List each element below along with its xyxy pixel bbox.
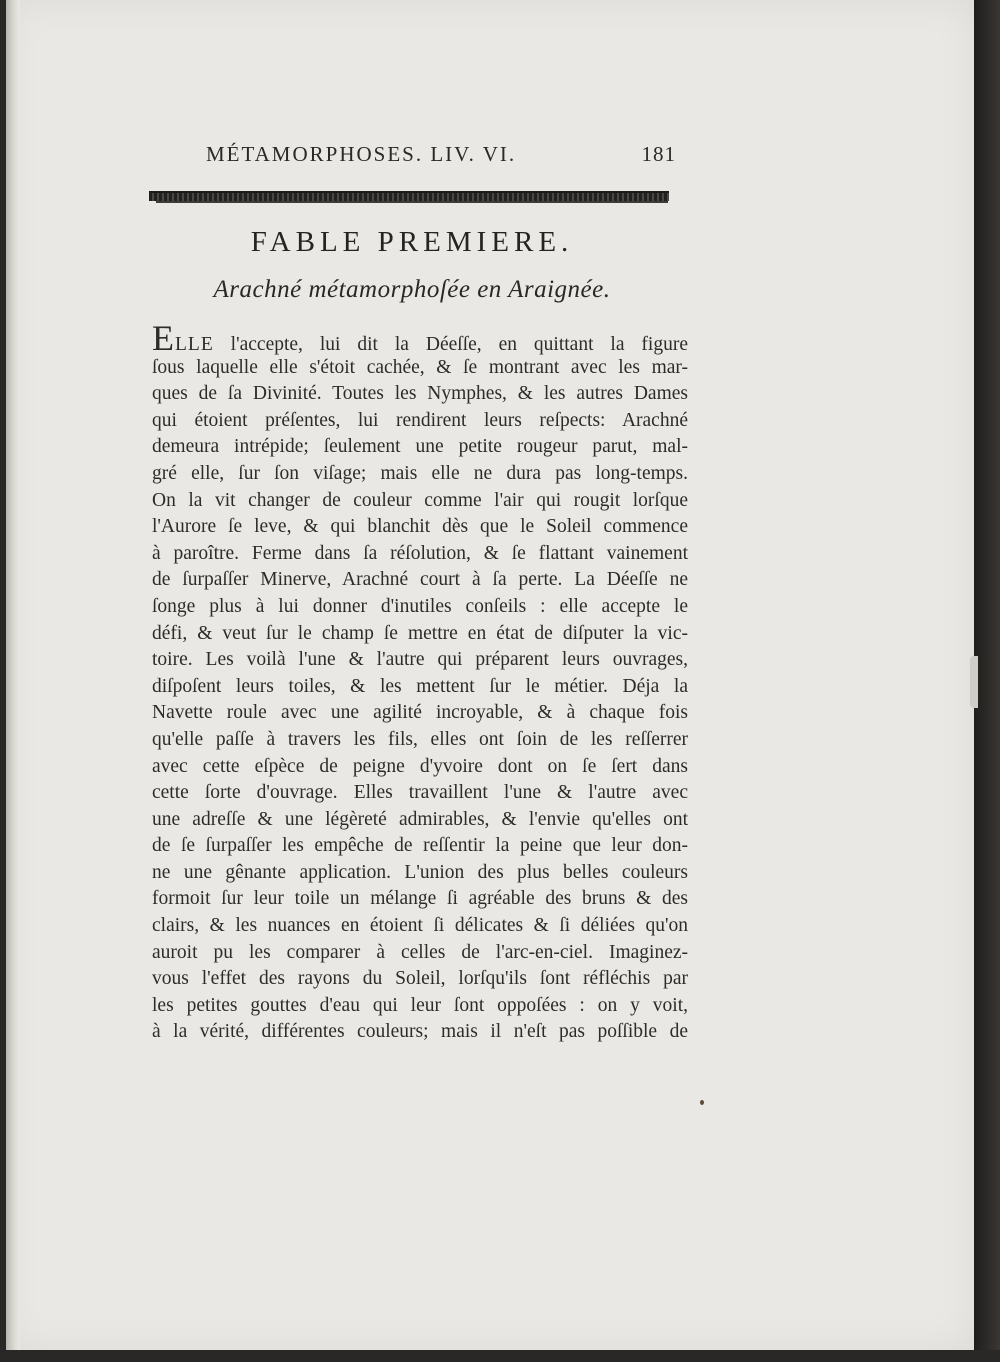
- text-line: vous l'effet des rayons du Soleil, lorſqu'ils ſont réfléchis par: [152, 968, 688, 990]
- line-text: l'accepte, lui dit la Déeſſe, en quittant la figure: [213, 334, 688, 355]
- scan-edge-bottom: [0, 1350, 1000, 1362]
- running-head: [206, 142, 676, 174]
- text-line: diſpoſent leurs toiles, & les mettent ſur le métier. Déja la: [152, 675, 688, 697]
- text-line: formoit ſur leur toile un mélange ſi agréable des bruns & des: [152, 888, 688, 910]
- text-line: ne une gênante application. L'union des plus belles couleurs: [152, 861, 688, 883]
- text-line: gré elle, ſur ſon viſage; mais elle ne dura pas long-temps.: [152, 462, 688, 484]
- text-line: auroit pu les comparer à celles de l'arc-en-ciel. Imaginez-: [152, 941, 688, 963]
- body-text: [152, 318, 688, 1046]
- text-line: les petites gouttes d'eau qui leur ſont oppoſées : on y voit,: [152, 994, 688, 1016]
- text-line: l'Aurore ſe leve, & qui blanchit dès que le Soleil commence: [152, 516, 688, 538]
- text-line: cette ſorte d'ouvrage. Elles travaillent l'une & l'autre avec: [152, 782, 688, 804]
- text-line: défi, & veut ſur le champ ſe mettre en état de diſputer la vic-: [152, 622, 688, 644]
- text-line: à la vérité, différentes couleurs; mais il n'eſt pas poſſible de: [152, 1021, 688, 1043]
- text-line: une adreſſe & une légèreté admirables, & l'envie qu'elles ont: [152, 808, 688, 830]
- text-line: clairs, & les nuances en étoient ſi délicates & ſi déliées qu'on: [152, 915, 688, 937]
- text-line: On la vit changer de couleur comme l'air qui rougit lorſque: [152, 489, 688, 511]
- text-line: avec cette eſpèce de peigne d'yvoire dont on ſe ſert dans: [152, 755, 688, 777]
- text-line: qui étoient préſentes, lui rendirent leurs reſpects: Arachné: [152, 409, 688, 431]
- ornamental-rule: [149, 191, 669, 201]
- text-line: demeura intrépide; ſeulement une petite rougeur parut, mal-: [152, 436, 688, 458]
- book-page: [6, 0, 974, 1350]
- text-line: ſous laquelle elle s'étoit cachée, & ſe montrant avec les mar-: [152, 356, 688, 378]
- small-caps: LLE: [175, 334, 214, 355]
- ornamental-rule-underline: [156, 201, 668, 203]
- text-line: qu'elle paſſe à travers les fils, elles ont ſoin de les reſſerrer: [152, 728, 688, 750]
- drop-cap: E: [152, 318, 175, 358]
- paper-speck: [700, 1100, 704, 1105]
- text-line: de ſurpaſſer Minerve, Arachné court à ſa perte. La Déeſſe ne: [152, 569, 688, 591]
- page-number: 181: [641, 142, 676, 166]
- text-line: [152, 318, 688, 358]
- text-line: toire. Les voilà l'une & l'autre qui préparent leurs ouvrages,: [152, 649, 688, 671]
- page-gutter: [6, 0, 20, 1350]
- text-line: ques de ſa Divinité. Toutes les Nymphes, & les autres Dames: [152, 383, 688, 405]
- fable-subtitle: Arachné métamorphoſée en Araignée.: [213, 276, 611, 303]
- page-tab-mark: [970, 656, 978, 708]
- fable-heading: FABLE PREMIERE.: [250, 226, 574, 258]
- text-line: de ſe ſurpaſſer les empêche de reſſentir la peine que leur don-: [152, 835, 688, 857]
- text-line: à paroître. Ferme dans ſa réſolution, & ſe flattant vainement: [152, 542, 688, 564]
- text-line: Navette roule avec une agilité incroyable, & à chaque fois: [152, 702, 688, 724]
- text-line: ſonge plus à lui donner d'inutiles conſeils : elle accepte le: [152, 595, 688, 617]
- running-head-title: MÉTAMORPHOSES. LIV. VI.: [206, 142, 517, 166]
